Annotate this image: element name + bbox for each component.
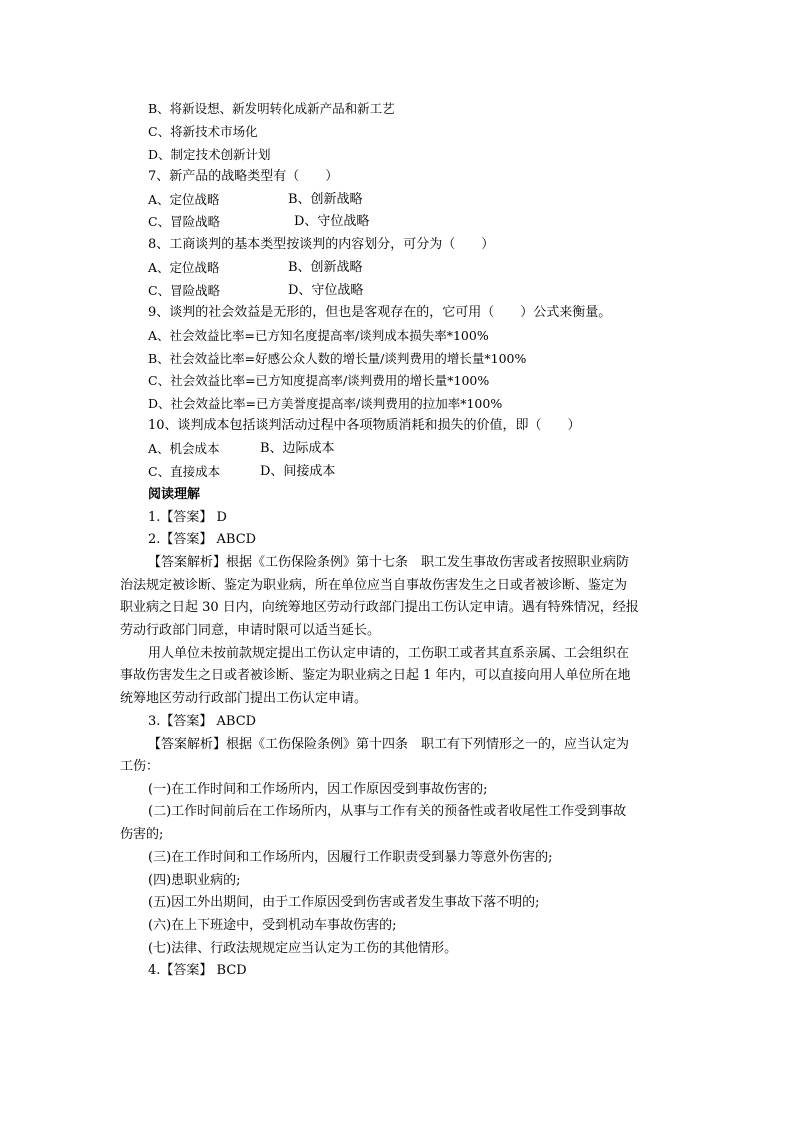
q8-option-b: B、创新战略: [288, 260, 363, 275]
q6-option-b: B、将新设想、新发明转化成新产品和新工艺: [148, 101, 395, 116]
list-item: (七)法律、行政法规规定应当认定为工伤的其他情形。: [148, 941, 458, 956]
q9-option-b: B、社会效益比率=好感公众人数的增长量/谈判费用的增长量*100%: [148, 351, 527, 366]
answer-2-explanation: 事故伤害发生之日或者被诊断、鉴定为职业病之日起 1 年内，可以直接向用人单位所在地: [120, 668, 631, 683]
q8-option-c: C、冒险战略: [148, 283, 221, 298]
q10-option-d: D、间接成本: [260, 464, 336, 479]
q8-option-a: A、定位战略: [148, 260, 220, 275]
answer-2-explanation: 用人单位未按前款规定提出工伤认定申请的，工伤职工或者其直系亲属、工会组织在: [148, 646, 630, 661]
section-heading: 阅读理解: [148, 487, 201, 502]
answer-3-explanation: 工伤：: [120, 759, 160, 774]
answer-2-explanation: 劳动行政部门同意，申请时限可以适当延长。: [120, 623, 381, 638]
list-item: (六)在上下班途中，受到机动车事故伤害的;: [148, 918, 397, 933]
q10-question: 10、谈判成本包括谈判活动过程中各项物质消耗和损失的价值，即（ ）: [148, 418, 581, 433]
answer-2-explanation: 【答案解析】根据《工伤保险条例》第十七条 职工发生事故伤害或者按照职业病防: [148, 555, 630, 570]
q7-option-b: B、创新战略: [288, 192, 363, 207]
answer-4: 4.【答案】 BCD: [148, 963, 247, 978]
q10-option-c: C、直接成本: [148, 464, 221, 479]
q7-question: 7、新产品的战略类型有（ ）: [148, 169, 339, 184]
q9-question: 9、谈判的社会效益是无形的，但也是客观存在的，它可用（ ）公式来衡量。: [148, 305, 612, 320]
answer-2-explanation: 职业病之日起 30 日内，向统筹地区劳动行政部门提出工伤认定申请。遇有特殊情况，经报: [120, 600, 639, 615]
list-item: (五)因工外出期间，由于工作原因受到伤害或者发生事故下落不明的;: [148, 895, 540, 910]
q6-option-d: D、制定技术创新计划: [148, 147, 271, 162]
q7-option-d: D、守位战略: [294, 214, 370, 229]
q8-option-d: D、守位战略: [288, 283, 364, 298]
list-item: (三)在工作时间和工作场所内，因履行工作职责受到暴力等意外伤害的;: [148, 850, 553, 865]
list-item: (一)在工作时间和工作场所内，因工作原因受到事故伤害的;: [148, 782, 488, 797]
q9-option-d: D、社会效益比率=已方美誉度提高率/谈判费用的拉加率*100%: [148, 396, 503, 411]
q7-option-c: C、冒险战略: [148, 214, 221, 229]
list-item: (二)工作时间前后在工作场所内，从事与工作有关的预备性或者收尾性工作受到事故: [148, 804, 627, 819]
q10-option-a: A、机会成本: [148, 441, 220, 456]
q6-option-c: C、将新技术市场化: [148, 124, 258, 139]
q9-option-a: A、社会效益比率=已方知名度提高率/谈判成本损失率*100%: [148, 328, 489, 343]
q7-option-a: A、定位战略: [148, 192, 220, 207]
list-item: 伤害的;: [120, 827, 164, 842]
answer-2-explanation: 治法规定被诊断、鉴定为职业病，所在单位应当自事故伤害发生之日或者被诊断、鉴定为: [120, 578, 628, 593]
answer-3-explanation: 【答案解析】根据《工伤保险条例》第十四条 职工有下列情形之一的，应当认定为: [148, 737, 630, 752]
answer-3: 3.【答案】 ABCD: [148, 714, 257, 729]
answer-1: 1.【答案】 D: [148, 510, 227, 525]
list-item: (四)患职业病的;: [148, 873, 241, 888]
q10-option-b: B、边际成本: [260, 441, 335, 456]
q9-option-c: C、社会效益比率=已方知度提高率/谈判费用的增长量*100%: [148, 373, 490, 388]
q8-question: 8、工商谈判的基本类型按谈判的内容划分，可分为（ ）: [148, 237, 495, 252]
answer-2-explanation: 统筹地区劳动行政部门提出工伤认定申请。: [120, 691, 368, 706]
answer-2: 2.【答案】 ABCD: [148, 532, 257, 547]
